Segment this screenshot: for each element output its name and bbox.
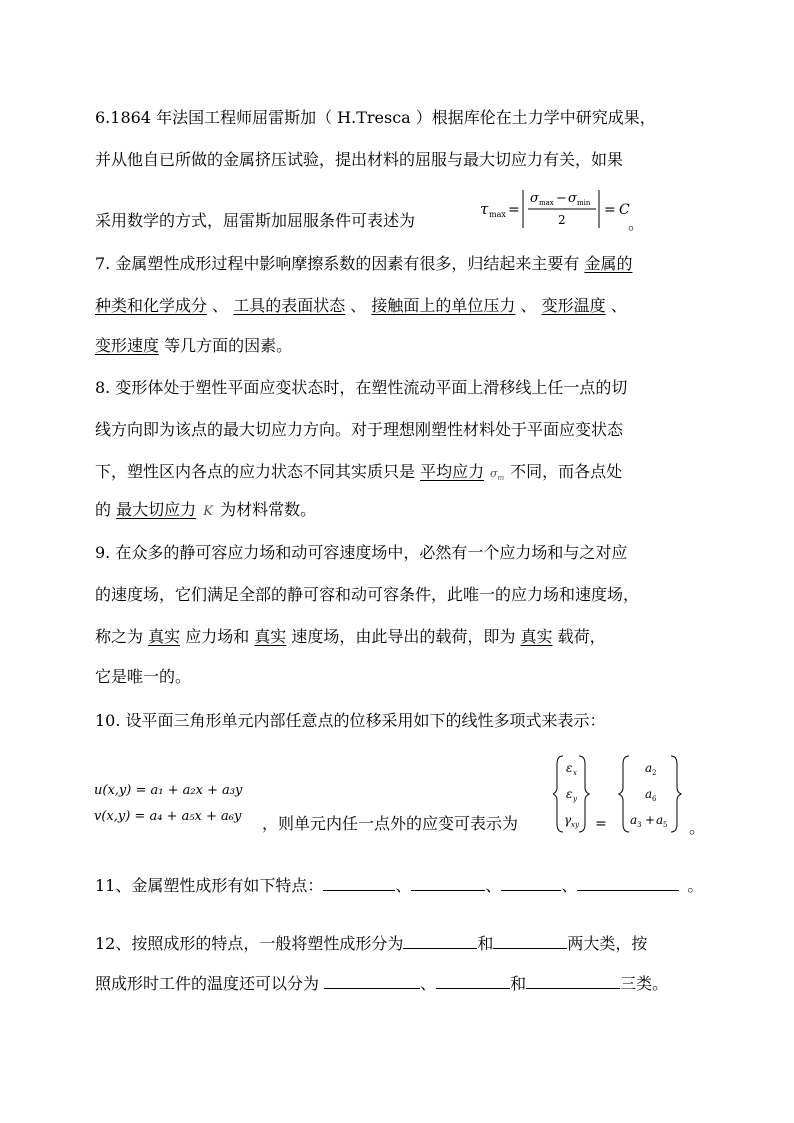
svg-text:5: 5 [663, 821, 668, 829]
q12-text: 两大类，按 [567, 934, 648, 953]
q12-text: 12、按照成形的特点，一般将塑性成形分为 [95, 934, 404, 953]
q12-text: 和 [510, 974, 527, 993]
svg-text:τ: τ [480, 200, 489, 218]
svg-text:σ: σ [568, 191, 577, 206]
q8-answer-2: 最大切应力 [116, 500, 197, 519]
q7-line3 [95, 336, 292, 356]
q8-answer-1: 平均应力 [420, 462, 485, 481]
q7-answer-3: 接触面上的单位压力 [371, 296, 516, 315]
svg-text:a: a [645, 787, 653, 801]
svg-text:−: − [556, 191, 567, 206]
svg-text:max: max [489, 210, 506, 219]
q6-line2: 并从他自已所做的金属挤压试验，提出材料的屈服与最大切应力有关，如果 [95, 150, 624, 169]
q12-text: 和 [477, 934, 494, 953]
q12-blank-3[interactable] [324, 974, 420, 989]
svg-text:=: = [604, 202, 616, 218]
q7-sep: 、 [207, 296, 234, 315]
q7-answer-5: 变形速度 [95, 336, 160, 355]
svg-text:ε: ε [566, 761, 573, 775]
q11-blank-3[interactable] [501, 876, 561, 891]
svg-text:γ: γ [564, 813, 572, 827]
q9-answer-3: 真实 [520, 627, 553, 646]
svg-text:u(x,y) = a₁ + a₂x + a₃y: u(x,y) = a₁ + a₂x + a₃y [94, 783, 243, 798]
svg-text:a: a [656, 813, 664, 827]
q6-line1: 6.1864 年法国工程师屈雷斯加（ H.Tresca ）根据库伦在土力学中研究成果， [95, 108, 656, 127]
svg-text:max: max [539, 199, 554, 207]
q11-text: 11、金属塑性成形有如下特点： [95, 876, 324, 895]
displacement-equations [94, 776, 264, 830]
svg-text:=: = [508, 202, 520, 218]
q8-text: 不同，而各点处 [510, 462, 623, 481]
svg-text:ε: ε [566, 787, 573, 801]
q9-answer-1: 真实 [148, 627, 181, 646]
q8-line4 [95, 500, 316, 522]
svg-text:C: C [619, 202, 630, 218]
q9-line3 [95, 627, 606, 647]
q12-blank-4[interactable] [436, 974, 510, 989]
q12-text: 、 [420, 974, 437, 993]
q7-sep: 、 [605, 296, 627, 315]
q9-line2: 的速度场，它们满足全部的静可容和动可容条件，此唯一的应力场和速度场， [95, 585, 640, 604]
q11-sep: 、 [561, 876, 578, 895]
q11-sep: 、 [485, 876, 502, 895]
svg-text:+: + [645, 813, 656, 827]
q10-mid: ，则单元内任一点外的应变可表示为 [262, 814, 519, 833]
q6-end: 。 [628, 214, 645, 233]
q9-line4: 它是唯一的。 [95, 667, 192, 686]
q8-line2: 线方向即为该点的最大切应力方向。对于理想刚塑性材料处于平面应变状态 [95, 420, 624, 439]
q6-line3: 采用数学的方式，屈雷斯加屈服条件可表述为 [95, 211, 416, 230]
tresca-formula [478, 186, 638, 234]
sigma-m-symbol: $\sigma_m$ [490, 467, 505, 483]
q12-line2 [95, 974, 668, 994]
q7-sep: 、 [345, 296, 372, 315]
q7-answer-2: 工具的表面状态 [233, 296, 346, 315]
svg-text:2: 2 [652, 769, 657, 777]
svg-text:3: 3 [637, 821, 642, 829]
q12-text: 三类。 [620, 974, 669, 993]
q11-end: 。 [687, 876, 704, 895]
q11-blank-4[interactable] [577, 876, 679, 891]
q12-text: 照成形时工件的温度还可以分为 [95, 974, 325, 993]
svg-text:a: a [630, 813, 638, 827]
q8-line1: 8. 变形体处于塑性平面应变状态时，在塑性流动平面上滑移线上任一点的切 [95, 378, 628, 397]
svg-text:a: a [645, 761, 653, 775]
q7-line1 [95, 254, 632, 274]
q12-blank-2[interactable] [493, 934, 567, 949]
q10-end: 。 [689, 818, 706, 837]
strain-matrix [553, 754, 703, 834]
q12-blank-1[interactable] [403, 934, 477, 949]
q9-text: 应力场和 [180, 627, 255, 646]
svg-text:2: 2 [558, 213, 566, 227]
q7-answer-4: 变形温度 [541, 296, 606, 315]
q12-line1 [95, 934, 647, 954]
q9-text: 称之为 [95, 627, 149, 646]
svg-text:σ: σ [530, 191, 539, 206]
q8-text: 的 [95, 500, 117, 519]
q11-blank-1[interactable] [323, 876, 395, 891]
q11-blank-2[interactable] [411, 876, 485, 891]
svg-text:=: = [595, 816, 607, 832]
svg-text:min: min [577, 199, 591, 207]
svg-text:xy: xy [571, 821, 579, 829]
svg-text:v(x,y) = a₄ + a₅x + a₆y: v(x,y) = a₄ + a₅x + a₆y [94, 809, 242, 824]
q7-answer-1a: 金属的 [584, 254, 633, 273]
q7-text: 7. 金属塑性成形过程中影响摩擦系数的因素有很多，归结起来主要有 [95, 254, 585, 273]
k-symbol: K [203, 504, 213, 519]
q7-sep: 、 [515, 296, 542, 315]
q9-answer-2: 真实 [254, 627, 287, 646]
svg-text:x: x [573, 769, 577, 777]
q9-text: 载荷， [552, 627, 606, 646]
svg-text:y: y [573, 795, 577, 803]
q7-line2 [95, 296, 627, 316]
q8-text: 下，塑性区内各点的应力状态不同其实质只是 [95, 462, 421, 481]
q8-line3 [95, 462, 622, 488]
svg-text:6: 6 [652, 795, 657, 803]
q11-line [95, 876, 703, 896]
q11-sep: 、 [395, 876, 412, 895]
q7-answer-1b: 种类和化学成分 [95, 296, 208, 315]
q9-line1: 9. 在众多的静可容应力场和动可容速度场中，必然有一个应力场和与之对应 [95, 543, 628, 562]
q10-line1: 10. 设平面三角形单元内部任意点的位移采用如下的线性多项式来表示： [95, 711, 606, 730]
q8-text: 为材料常数。 [220, 500, 317, 519]
q9-text: 速度场，由此导出的载荷，即为 [286, 627, 521, 646]
q12-blank-5[interactable] [526, 974, 620, 989]
q7-tail: 等几方面的因素。 [159, 336, 293, 355]
